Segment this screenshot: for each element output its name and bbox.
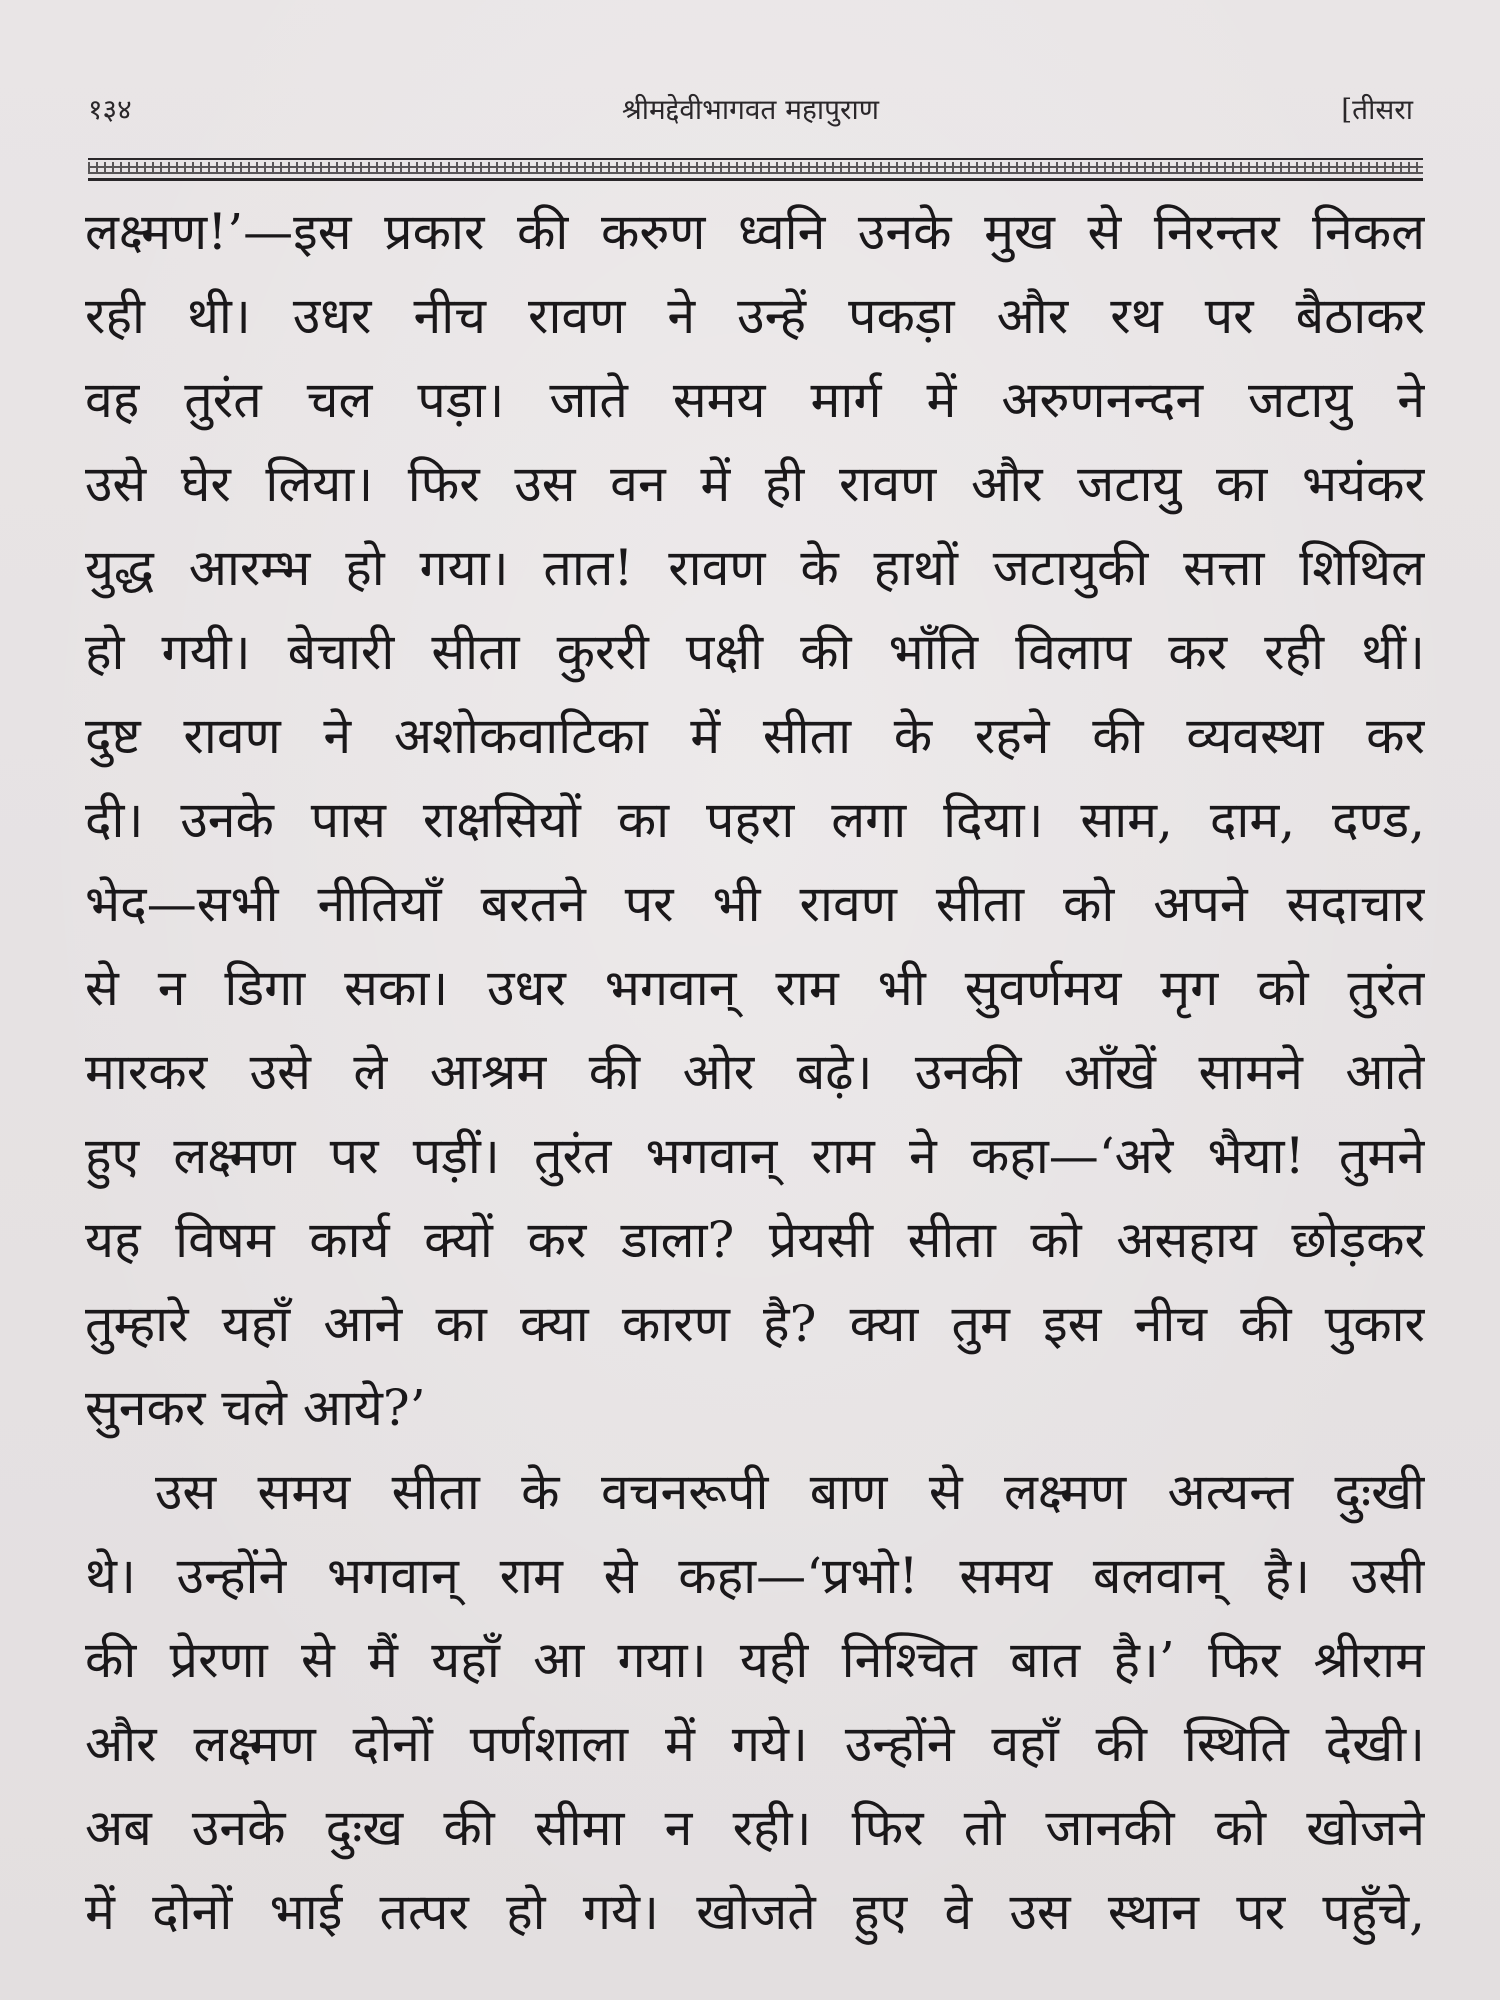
section-label: [तीसरा	[1341, 93, 1413, 126]
text-line: अब उनके दुःख की सीमा न रही। फिर तो जानकी को खोजने	[85, 1799, 1425, 1857]
meander-border	[88, 162, 1423, 174]
body-text	[85, 190, 1425, 1954]
page-number: १३४	[88, 93, 132, 126]
text-line: में दोनों भाई तत्पर हो गये। खोजते हुए वे उस स्थान पर पहुँचे,	[85, 1883, 1425, 1941]
ornamental-divider	[88, 158, 1423, 182]
text-line: भेद—सभी नीतियाँ बरतने पर भी रावण सीता को अपने सदाचार	[85, 875, 1425, 933]
text-line: तुम्हारे यहाँ आने का क्या कारण है? क्या तुम इस नीच की पुकार	[85, 1295, 1425, 1353]
text-line: यह विषम कार्य क्यों कर डाला? प्रेयसी सीता को असहाय छोड़कर	[85, 1211, 1425, 1269]
text-line: सुनकर चले आये?’	[85, 1379, 426, 1437]
text-line: हुए लक्ष्मण पर पड़ीं। तुरंत भगवान् राम ने कहा—‘अरे भैया! तुमने	[85, 1127, 1425, 1185]
text-line: उसे घेर लिया। फिर उस वन में ही रावण और जटायु का भयंकर	[85, 455, 1425, 513]
text-line: वह तुरंत चल पड़ा। जाते समय मार्ग में अरुणनन्दन जटायु ने	[85, 371, 1425, 429]
book-title: श्रीमद्देवीभागवत महापुराण	[621, 93, 880, 126]
paragraph-2	[85, 1450, 1425, 1954]
text-line: उस समय सीता के वचनरूपी बाण से लक्ष्मण अत्यन्त दुःखी	[155, 1463, 1425, 1521]
paragraph-1	[85, 190, 1425, 1450]
text-line: लक्ष्मण!’—इस प्रकार की करुण ध्वनि उनके मुख से निरन्तर निकल	[85, 203, 1425, 261]
text-line: थे। उन्होंने भगवान् राम से कहा—‘प्रभो! समय बलवान् है। उसी	[85, 1547, 1425, 1605]
text-line: की प्रेरणा से मैं यहाँ आ गया। यही निश्चित बात है।’ फिर श्रीराम	[85, 1631, 1425, 1689]
text-line: हो गयी। बेचारी सीता कुररी पक्षी की भाँति विलाप कर रही थीं।	[85, 623, 1425, 681]
text-line: मारकर उसे ले आश्रम की ओर बढ़े। उनकी आँखें सामने आते	[85, 1043, 1425, 1101]
text-line: रही थी। उधर नीच रावण ने उन्हें पकड़ा और रथ पर बैठाकर	[85, 287, 1425, 345]
text-line: और लक्ष्मण दोनों पर्णशाला में गये। उन्होंने वहाँ की स्थिति देखी।	[85, 1715, 1425, 1773]
text-line: से न डिगा सका। उधर भगवान् राम भी सुवर्णमय मृग को तुरंत	[85, 959, 1425, 1017]
running-header	[88, 78, 1413, 138]
text-line: दुष्ट रावण ने अशोकवाटिका में सीता के रहने की व्यवस्था कर	[85, 707, 1425, 765]
text-line: युद्ध आरम्भ हो गया। तात! रावण के हाथों जटायुकी सत्ता शिथिल	[85, 539, 1425, 597]
divider-line-top	[88, 158, 1423, 160]
divider-line-bottom	[88, 178, 1423, 181]
text-line: दी। उनके पास राक्षसियों का पहरा लगा दिया। साम, दाम, दण्ड,	[85, 791, 1425, 849]
